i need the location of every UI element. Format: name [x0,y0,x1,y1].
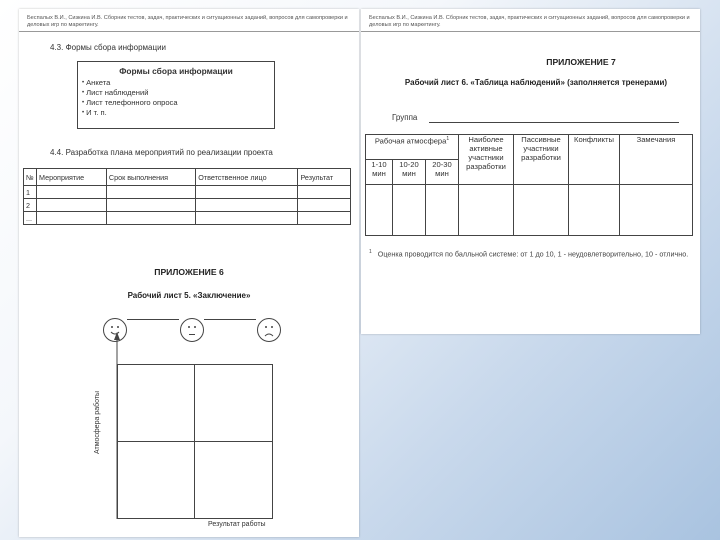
forms-box-title: Формы сбора информации [119,66,233,76]
x-axis-label: Результат работы [208,521,266,528]
group-underline [429,122,679,123]
forms-box [77,61,275,129]
section-4-3-title: 4.3. Формы сбора информации [50,43,167,52]
observation-table [365,134,693,236]
footnote: $^1$ Оценка проводится по балльной системе: от 1 до 10, 1 - неудовлетворительно, 10 - отлично. [369,249,689,259]
table-row [24,212,351,225]
row-number: 2 [24,199,37,212]
plan-header-cell: № [24,169,37,186]
row-number: ... [24,212,37,225]
col-passive: Пассивные участники разработки [514,135,569,185]
table-row [24,186,351,199]
left-document-page [19,9,359,537]
list-item: • Анкета [82,78,274,88]
right-document-page [361,9,700,334]
header-divider [19,31,359,32]
list-item: • И т. п. [82,108,274,118]
col-conflicts: Конфликты [569,135,620,185]
col-remarks: Замечания [620,135,693,185]
forms-list [82,78,274,118]
header-divider [361,31,700,32]
plan-header-cell: Срок выполнения [106,169,195,186]
plan-table [23,168,351,225]
col-atmo-sub: 20-30 мин [426,160,459,185]
page-header: Беспалых В.И., Сизкина И.В. Сборник тестов, задач, практических и ситуационных заданий, вопросов для самопроверки и деловых игр по маркетингу. [369,15,690,28]
worksheet-6-title: Рабочий лист 6. «Таблица наблюдений» (заполняется тренерами) [404,78,668,87]
col-atmo-sub: 1-10 мин [366,160,393,185]
table-row [24,199,351,212]
y-axis-label: Атмосфера работы [94,390,101,454]
scale-line [204,319,256,320]
scale-line [127,319,179,320]
plan-header-cell: Мероприятие [37,169,107,186]
col-atmosphere: Рабочая атмосфера$^1$ [366,135,459,160]
page-header: Беспалых В.И., Сизкина И.В. Сборник тестов, задач, практических и ситуационных заданий, вопросов для самопроверки и деловых игр по маркетингу. [27,15,348,28]
quadrant-grid [117,364,273,519]
col-active: Наиболее активные участники разработки [459,135,514,185]
appendix-6-title: ПРИЛОЖЕНИЕ 6 [154,267,224,277]
list-item: • Лист наблюдений [82,88,274,98]
group-label: Группа [392,113,418,122]
plan-header-cell: Ответственное лицо [196,169,298,186]
table-row [366,185,693,236]
worksheet-5-title: Рабочий лист 5. «Заключение» [127,291,251,300]
appendix-7-title: ПРИЛОЖЕНИЕ 7 [546,57,616,67]
row-number: 1 [24,186,37,199]
list-item: • Лист телефонного опроса [82,98,274,108]
section-4-4-title: 4.4. Разработка плана мероприятий по реализации проекта [50,148,273,157]
plan-header-cell: Результат [298,169,351,186]
col-atmo-sub: 10-20 мин [393,160,426,185]
